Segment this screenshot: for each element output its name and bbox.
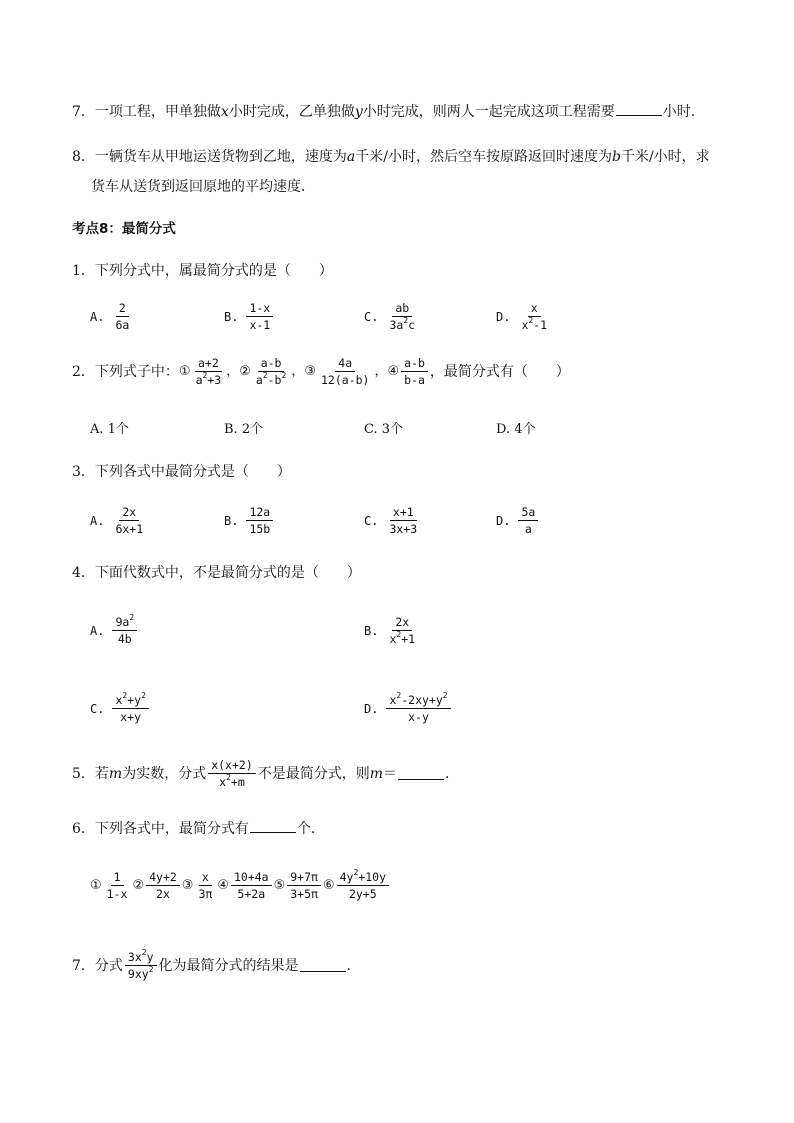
fraction: $\frac{9+7\pi}{3+5\pi}$ [287, 870, 321, 901]
section-heading: 考点8：最简分式 [72, 221, 176, 237]
question-number: 7． [72, 104, 95, 120]
fraction: $\frac{1}{1-x}$ [106, 870, 128, 901]
fraction: $\frac{a-b}{b-a}$ [401, 356, 428, 387]
question-2-stem: 2．下列式子中： ① $\frac{a+2}{a^2+3}$ ，② $\frac{a-b}{a^2-b^2}$ ，③ $\frac{4a}{12(a-b)}$ ，④ $\frac{a-b}{b-a}$ ，最简分式有（ ） [72, 356, 570, 387]
question-1-stem: 1．下列分式中，属最简分式的是（ ） [72, 263, 333, 279]
question-8-truck: 8．一辆货车从甲地运送货物到乙地，速度为a千米/小时，然后空车按原路返回时速度为b千米/小时，求 [72, 149, 710, 165]
question-7-simplify: 7．分式 $\frac{3x^2y}{9xy^2}$ 化为最简分式的结果是 ． [72, 948, 361, 981]
q3-option-c[interactable]: C. $\frac{x+1}{3x+3}$ [364, 505, 422, 536]
question-6-items: ① $\frac{1}{1-x}$ ② $\frac{4y+2}{2x}$ ③ $\frac{x}{3\pi}$ ④ $\frac{10+4a}{5+2a}$ ⑤ $\frac{9+7\pi}{3+5\pi}$ ⑥ $\frac{4y^2+10y}{2y+5}$ [90, 870, 391, 901]
answer-blank[interactable] [616, 103, 662, 116]
q1-option-a[interactable]: A. $\frac{2}{6a}$ [90, 301, 134, 332]
fraction: $\frac{x+1}{3x+3}$ [389, 505, 418, 536]
answer-blank[interactable] [250, 820, 296, 833]
fraction: $\frac{2x}{6x+1}$ [115, 505, 144, 536]
fraction: $\frac{5a}{a}$ [518, 505, 538, 536]
q1-option-c[interactable]: C. $\frac{ab}{3a^2c}$ [364, 301, 420, 332]
q1-option-b[interactable]: B. $\frac{1-x}{x-1}$ [224, 301, 275, 332]
q3-option-d[interactable]: D. $\frac{5a}{a}$ [496, 505, 540, 536]
fraction: $\frac{3x^2y}{9xy^2}$ [125, 950, 157, 981]
question-6-stem: 6．下列各式中，最简分式有 个． [72, 821, 325, 837]
q3-option-b[interactable]: B. $\frac{12a}{15b}$ [224, 505, 275, 536]
fraction: $\frac{4y+2}{2x}$ [146, 870, 180, 901]
q4-option-a[interactable]: A. $\frac{9a^2}{4b}$ [90, 615, 139, 646]
q2-option-c[interactable]: C. 3个 [364, 422, 404, 437]
fraction: $\frac{10+4a}{5+2a}$ [231, 870, 272, 901]
question-8-line2: 货车从送货到返回原地的平均速度． [91, 179, 315, 195]
q4-option-d[interactable]: D. $\frac{x^2-2xy+y^2}{x-y}$ [364, 693, 453, 724]
fraction: $\frac{4a}{12(a-b)}$ [320, 356, 370, 387]
answer-blank[interactable] [300, 959, 346, 972]
q2-option-d[interactable]: D. 4个 [496, 422, 536, 437]
question-7-work: 7．一项工程，甲单独做x小时完成，乙单独做y小时完成，则两人一起完成这项工程需要 小时． [72, 104, 705, 120]
question-4-stem: 4．下面代数式中，不是最简分式的是（ ） [72, 565, 361, 581]
fraction: $\frac{ab}{3a^2c}$ [389, 301, 416, 332]
fraction: $\frac{2x}{x^2+1}$ [389, 615, 416, 646]
fraction: $\frac{1-x}{x-1}$ [246, 301, 273, 332]
q2-option-a[interactable]: A. 1个 [90, 422, 129, 437]
fraction: $\frac{x}{3\pi}$ [198, 870, 213, 901]
fraction: $\frac{x^2+y^2}{x+y}$ [112, 693, 148, 724]
fraction: $\frac{x^2-2xy+y^2}{x-y}$ [386, 693, 450, 724]
fraction: $\frac{4y^2+10y}{2y+5}$ [337, 870, 389, 901]
q1-option-d[interactable]: D. $\frac{x}{x^2-1}$ [496, 301, 552, 332]
q2-option-b[interactable]: B. 2个 [224, 422, 264, 437]
q4-option-c[interactable]: C. $\frac{x^2+y^2}{x+y}$ [90, 693, 151, 724]
fraction: $\frac{a+2}{a^2+3}$ [195, 356, 222, 387]
fraction: $\frac{9a^2}{4b}$ [112, 615, 137, 646]
fraction: $\frac{x}{x^2-1}$ [521, 301, 548, 332]
fraction: $\frac{2}{6a}$ [115, 301, 130, 332]
fraction: $\frac{x(x+2)}{x^2+m}$ [208, 758, 256, 789]
question-3-stem: 3．下列各式中最简分式是（ ） [72, 464, 291, 480]
fraction: $\frac{a-b}{a^2-b^2}$ [255, 356, 287, 387]
fraction: $\frac{12a}{15b}$ [246, 505, 273, 536]
question-5: 5．若 m 为实数，分式 $\frac{x(x+2)}{x^2+m}$ 不是最简分式，则 m ＝ ． [72, 758, 460, 789]
q3-option-a[interactable]: A. $\frac{2x}{6x+1}$ [90, 505, 148, 536]
q4-option-b[interactable]: B. $\frac{2x}{x^2+1}$ [364, 615, 420, 646]
answer-blank[interactable] [398, 767, 444, 780]
question-number: 8． [72, 149, 95, 165]
